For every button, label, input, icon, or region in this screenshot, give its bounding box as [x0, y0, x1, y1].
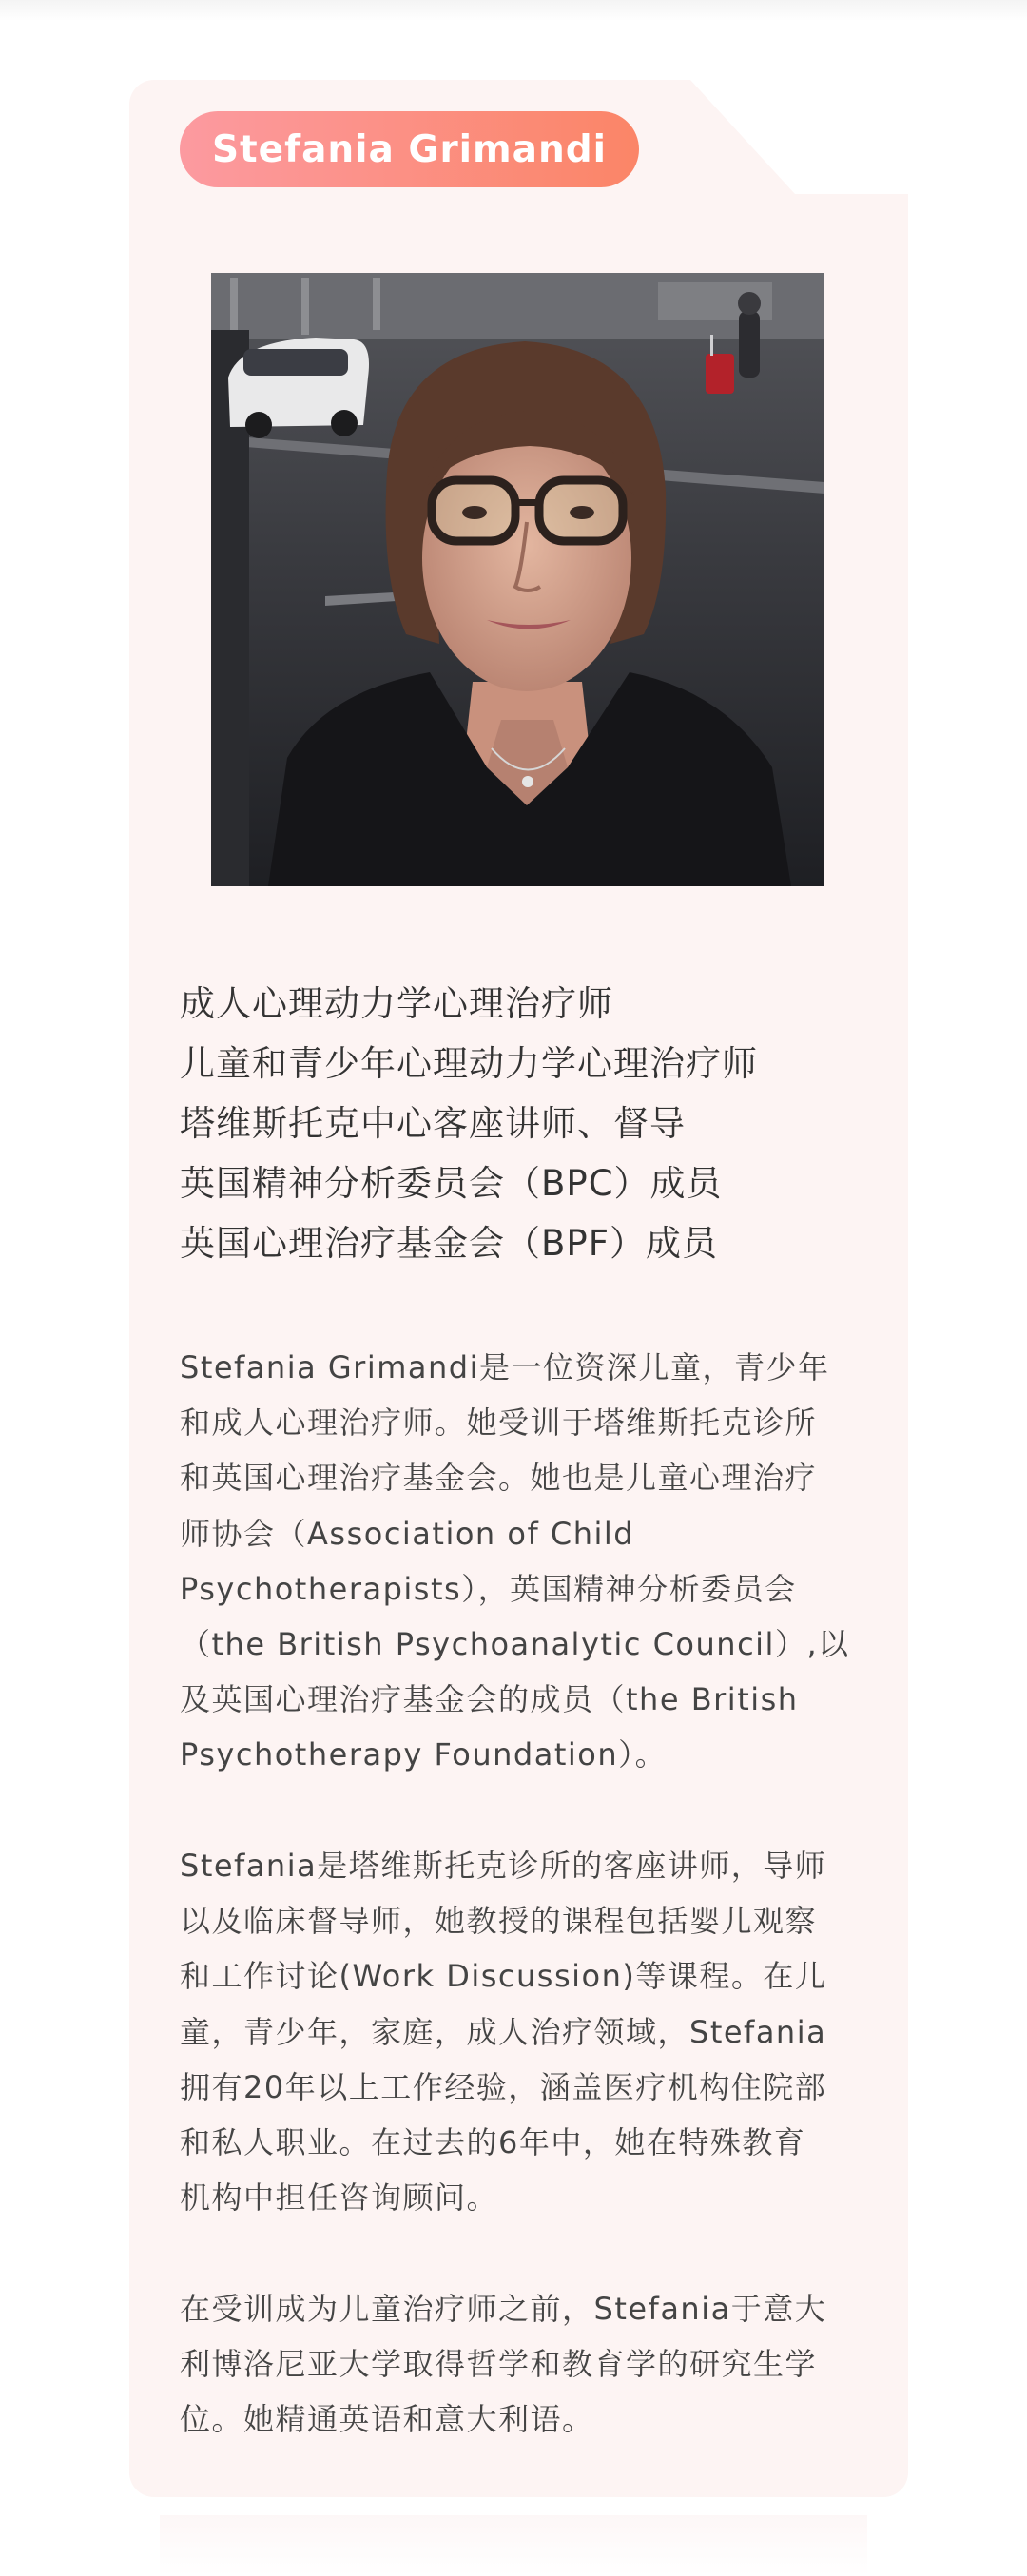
credential-item: 英国心理治疗基金会（BPF）成员 [180, 1223, 718, 1264]
credential-item: 英国精神分析委员会（BPC）成员 [180, 1163, 723, 1204]
credential-item: 塔维斯托克中心客座讲师、督导 [180, 1103, 686, 1144]
credentials-list [180, 974, 864, 1273]
bio-paragraph-education: 在受训成为儿童治疗师之前，Stefania于意大 利博洛尼亚大学取得哲学和教育学的研究生学 位。她精通英语和意大利语。 [180, 2291, 827, 2438]
bio-paragraph-experience: Stefania是塔维斯托克诊所的客座讲师，导师 以及临床督导师，她教授的课程包括婴儿观察 和工作讨论(Work Discussion)等课程。在儿 童，青少年，家庭，成人治疗领域，Stefania 拥有20年以上工作经验，涵盖医疗机构住院部 和私人职业。在过去的6年中，她在特殊教育 机构中担任咨询顾问。 [180, 1848, 827, 2217]
credential-item: 成人心理动力学心理治疗师 [180, 983, 613, 1024]
top-divider [0, 0, 1027, 21]
bio-paragraph-training: Stefania Grimandi是一位资深儿童，青少年 和成人心理治疗师。她受训于塔维斯托克诊所 和英国心理治疗基金会。她也是儿童心理治疗 师协会（Association of Child Psychotherapists），英国精神分析委员会 （the British Psychoanalytic Council）,以 及英国心理治疗基金会的成员（the British Psychotherapy Foundation）。 [180, 1349, 850, 1773]
profile-photo [211, 273, 824, 886]
portrait-illustration [211, 273, 824, 886]
name-badge: Stefania Grimandi [180, 111, 639, 187]
bottom-fade [160, 2515, 867, 2576]
credential-item: 儿童和青少年心理动力学心理治疗师 [180, 1043, 758, 1084]
